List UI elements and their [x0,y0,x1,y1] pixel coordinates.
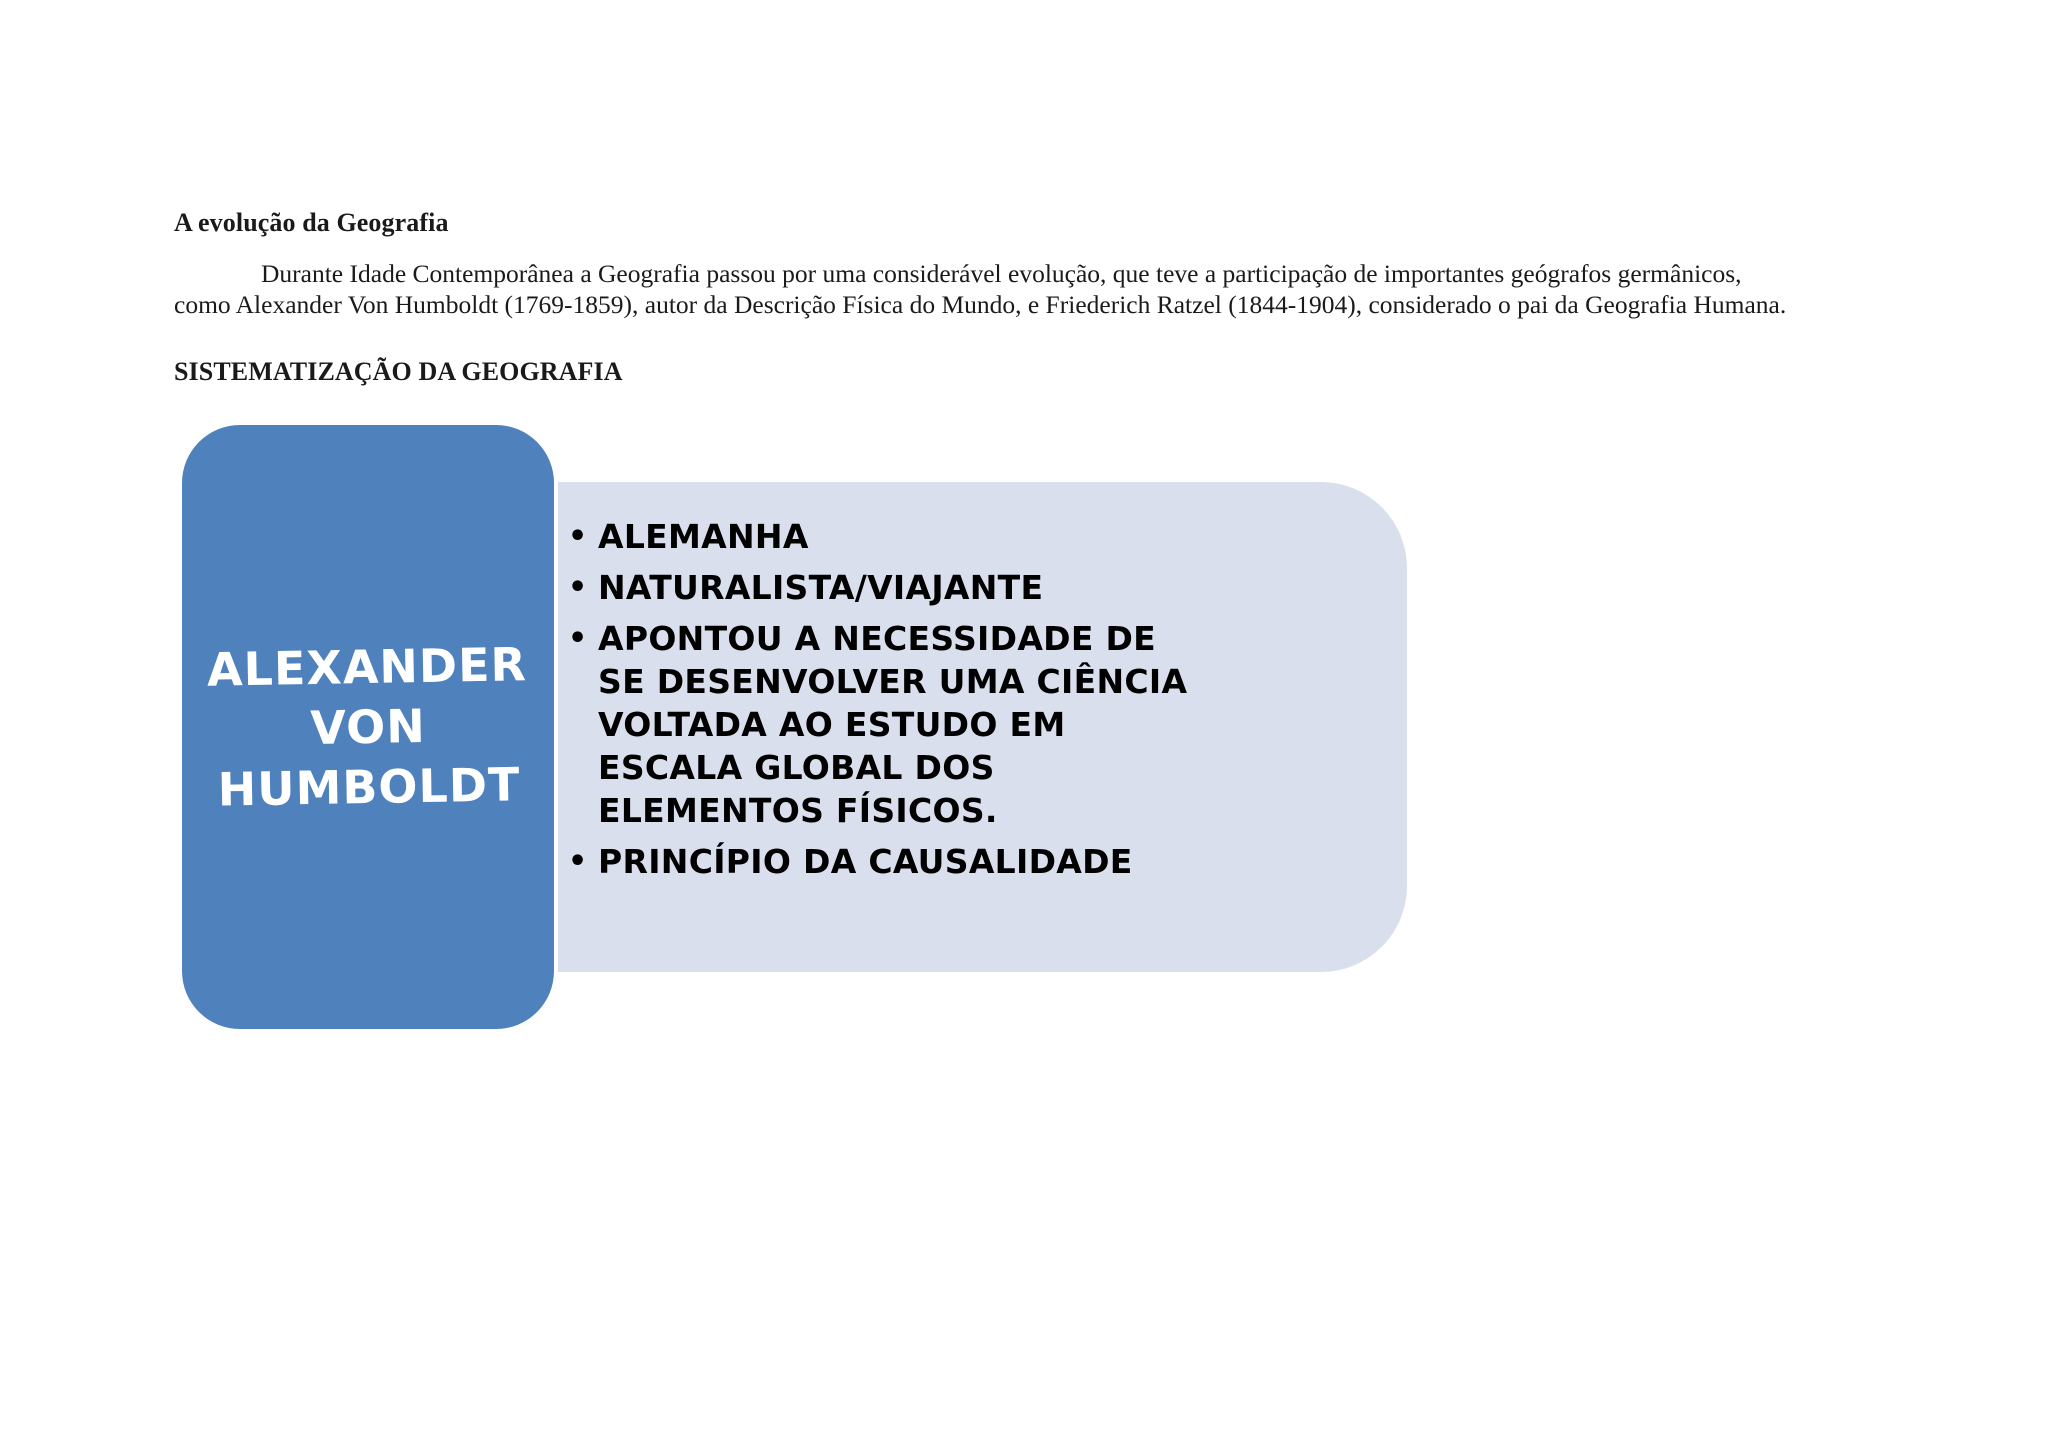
bullet-dot-icon: • [568,844,588,879]
bullet-text: PRINCÍPIO DA CAUSALIDADE [598,842,1133,881]
bullet-item [562,515,1212,558]
name-box [182,425,554,1029]
bullet-text: NATURALISTA/VIAJANTE [598,568,1044,607]
bullet-list [562,515,1212,891]
section-heading-sistematizacao: SISTEMATIZAÇÃO DA GEOGRAFIA [174,357,623,386]
humboldt-diagram [182,425,1232,1030]
paragraph-line-1: Durante Idade Contemporânea a Geografia passou por uma considerável evolução, que teve a participação de importantes geógrafos germânicos, [261,259,1742,288]
bullet-dot-icon: • [568,621,588,656]
bullet-text: APONTOU A NECESSIDADE DE SE DESENVOLVER UMA CIÊNCIA VOLTADA AO ESTUDO EM ESCALA GLOBAL DOS ELEMENTOS FÍSICOS. [598,619,1188,830]
name-line: HUMBOLDT [217,757,521,817]
paragraph-line-2: como Alexander Von Humboldt (1769-1859), autor da Descrição Física do Mundo, e Friederich Ratzel (1844-1904), considerado o pai da Geografia Humana. [174,290,1787,319]
intro-paragraph [174,258,1894,320]
section-heading-evolucao: A evolução da Geografia [174,208,449,237]
name-line: VON [309,698,427,756]
name-text [206,634,529,820]
name-line: ALEXANDER [206,637,528,697]
bullet-item [562,840,1212,883]
bullet-dot-icon: • [568,570,588,605]
bullet-item [562,566,1212,609]
bullet-dot-icon: • [568,519,588,554]
bullet-item [562,617,1212,832]
bullet-text: ALEMANHA [598,517,809,556]
